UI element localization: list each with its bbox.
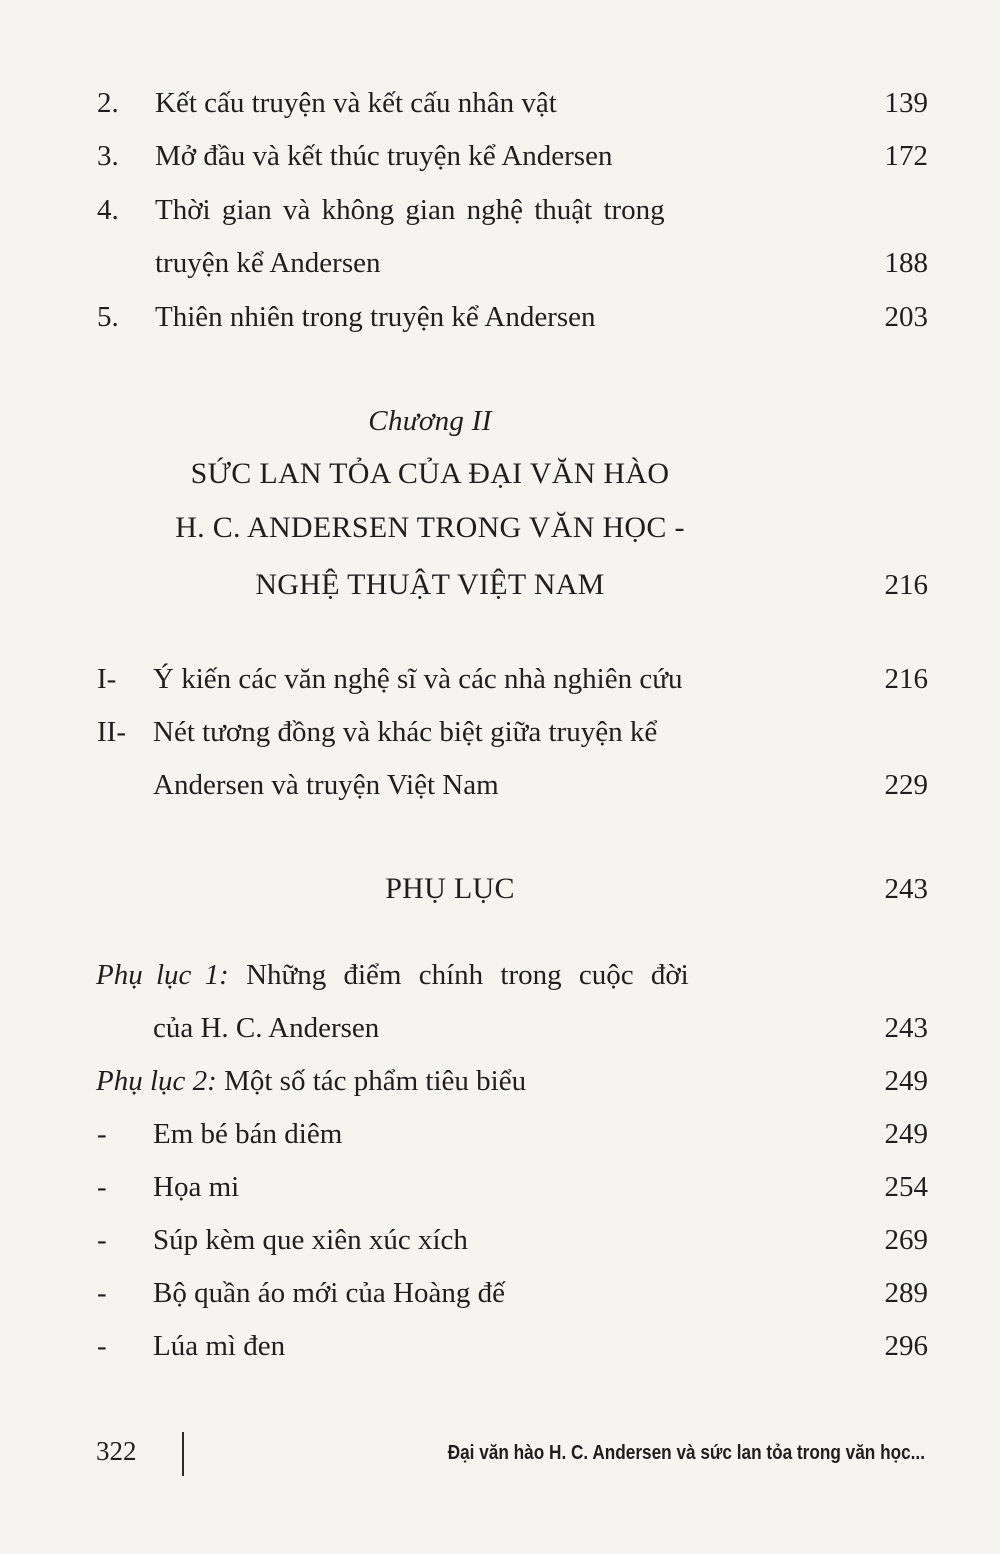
work-title: Em bé bán diêm — [153, 1118, 343, 1150]
entry-number: 2. — [97, 87, 119, 119]
footer-divider — [182, 1432, 184, 1476]
entry-title: Thiên nhiên trong truyện kể Andersen — [155, 301, 596, 333]
work-title: Lúa mì đen — [153, 1330, 286, 1362]
work-page: 254 — [884, 1171, 928, 1203]
list-dash: - — [97, 1118, 107, 1150]
entry-page: 139 — [884, 87, 928, 119]
toc-entry — [0, 656, 1000, 702]
list-dash: - — [97, 1330, 107, 1362]
appendix-heading: PHỤ LỤC — [385, 872, 515, 905]
entry-page: 172 — [884, 140, 928, 172]
entry-title: Nét tương đồng và khác biệt giữa truyện kể — [153, 716, 658, 748]
toc-entry-continued — [0, 762, 1000, 808]
chapter-label: Chương II — [368, 405, 492, 437]
appendix-1-page: 243 — [884, 1012, 928, 1044]
appendix-1-continued — [0, 1005, 1000, 1051]
list-dash: - — [97, 1171, 107, 1203]
entry-number: 3. — [97, 140, 119, 172]
entry-page: 203 — [884, 301, 928, 333]
entry-title: truyện kể Andersen — [155, 247, 381, 279]
appendix-2-page: 249 — [884, 1065, 928, 1097]
appendix-1-label: Phụ lục 1: — [96, 959, 229, 991]
work-page: 249 — [884, 1118, 928, 1150]
entry-title: Mở đầu và kết thúc truyện kể Andersen — [155, 140, 613, 172]
footer-page-number: 322 — [96, 1436, 137, 1466]
work-page: 269 — [884, 1224, 928, 1256]
appendix-2-title: Một số tác phẩm tiêu biểu — [216, 1065, 527, 1097]
work-title: Họa mi — [153, 1171, 240, 1203]
entry-title: Ý kiến các văn nghệ sĩ và các nhà nghiên cứu — [153, 663, 683, 695]
work-page: 296 — [884, 1330, 928, 1362]
toc-entry-continued — [0, 240, 1000, 286]
toc-entry — [0, 80, 1000, 126]
appendix-2-entry — [0, 1058, 1000, 1104]
work-title: Súp kèm que xiên xúc xích — [153, 1224, 468, 1256]
entry-number: 5. — [97, 301, 119, 333]
chapter-title-line3-row — [0, 562, 1000, 608]
appendix-1-line — [96, 952, 689, 998]
entry-number: II- — [97, 716, 126, 748]
appendix-1-title-cont: của H. C. Andersen — [153, 1012, 380, 1044]
chapter-title-line3: NGHỆ THUẬT VIỆT NAM — [255, 568, 605, 601]
appendix-1-entry — [0, 952, 1000, 998]
appendix-2-line — [96, 1058, 526, 1104]
work-item — [0, 1217, 1000, 1263]
toc-entry — [0, 133, 1000, 179]
work-title: Bộ quần áo mới của Hoàng đế — [153, 1277, 505, 1309]
toc-entry — [0, 294, 1000, 340]
entry-number: 4. — [97, 194, 119, 226]
entry-title: Thời gian và không gian nghệ thuật trong — [155, 194, 665, 226]
appendix-page: 243 — [884, 873, 928, 905]
chapter-page: 216 — [884, 569, 928, 601]
chapter-title-line2: H. C. ANDERSEN TRONG VĂN HỌC - — [175, 511, 685, 544]
appendix-2-label: Phụ lục 2: — [96, 1065, 217, 1097]
entry-page: 229 — [884, 769, 928, 801]
appendix-heading-row — [0, 866, 1000, 912]
chapter-title-line1: SỨC LAN TỎA CỦA ĐẠI VĂN HÀO — [190, 457, 670, 490]
work-item — [0, 1270, 1000, 1316]
entry-number: I- — [97, 663, 117, 695]
work-item — [0, 1111, 1000, 1157]
toc-entry — [0, 709, 1000, 755]
toc-entry — [0, 187, 1000, 233]
entry-title: Kết cấu truyện và kết cấu nhân vật — [155, 87, 557, 119]
work-item — [0, 1164, 1000, 1210]
list-dash: - — [97, 1224, 107, 1256]
appendix-1-title: Những điểm chính trong cuộc đời — [228, 959, 689, 991]
page-footer — [0, 1432, 1000, 1482]
work-item — [0, 1323, 1000, 1369]
entry-page: 216 — [884, 663, 928, 695]
entry-title: Andersen và truyện Việt Nam — [153, 769, 499, 801]
work-page: 289 — [884, 1277, 928, 1309]
entry-page: 188 — [884, 247, 928, 279]
list-dash: - — [97, 1277, 107, 1309]
footer-book-title: Đại văn hào H. C. Andersen và sức lan tỏa trong văn học... — [447, 1442, 925, 1464]
